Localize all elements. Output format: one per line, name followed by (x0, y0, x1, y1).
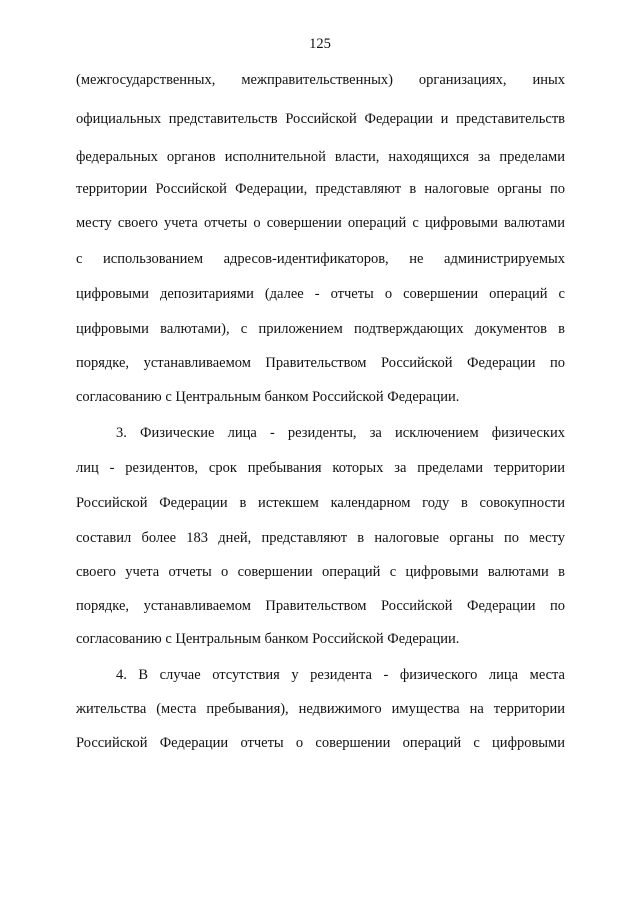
text-line-14: составил более 183 дней, представляют в налоговые органы по месту (76, 530, 565, 546)
text-line-15: своего учета отчеты о совершении операций с цифровыми валютами в (76, 564, 565, 580)
text-line-16: порядке, устанавливаемом Правительством Российской Федерации по (76, 598, 565, 614)
text-line-8: цифровыми валютами), с приложением подтверждающих документов в (76, 321, 565, 337)
text-line-13: Российской Федерации в истекшем календарном году в совокупности (76, 495, 565, 511)
text-line-17: согласованию с Центральным банком Российской Федерации. (76, 631, 460, 647)
text-line-10: согласованию с Центральным банком Российской Федерации. (76, 389, 460, 405)
text-line-9: порядке, устанавливаемом Правительством Российской Федерации по (76, 355, 565, 371)
text-line-12: лиц - резидентов, срок пребывания которых за пределами территории (76, 460, 565, 476)
text-line-4: территории Российской Федерации, представляют в налоговые органы по (76, 181, 565, 197)
text-line-6: с использованием адресов-идентификаторов, не администрируемых (76, 251, 565, 267)
text-line-2: официальных представительств Российской Федерации и представительств (76, 111, 565, 127)
paragraph-4-line-1: 4. В случае отсутствия у резидента - физического лица места (116, 667, 565, 683)
page-number: 125 (309, 36, 331, 52)
text-line-20: Российской Федерации отчеты о совершении операций с цифровыми (76, 735, 565, 751)
paragraph-3-line-1: 3. Физические лица - резиденты, за исключением физических (116, 425, 565, 441)
text-line-5: месту своего учета отчеты о совершении операций с цифровыми валютами (76, 215, 565, 231)
text-line-19: жительства (места пребывания), недвижимого имущества на территории (76, 701, 565, 717)
text-line-1: (межгосударственных, межправительственных) организациях, иных (76, 72, 565, 88)
text-line-3: федеральных органов исполнительной власти, находящихся за пределами (76, 149, 565, 165)
text-line-7: цифровыми депозитариями (далее - отчеты о совершении операций с (76, 286, 565, 302)
